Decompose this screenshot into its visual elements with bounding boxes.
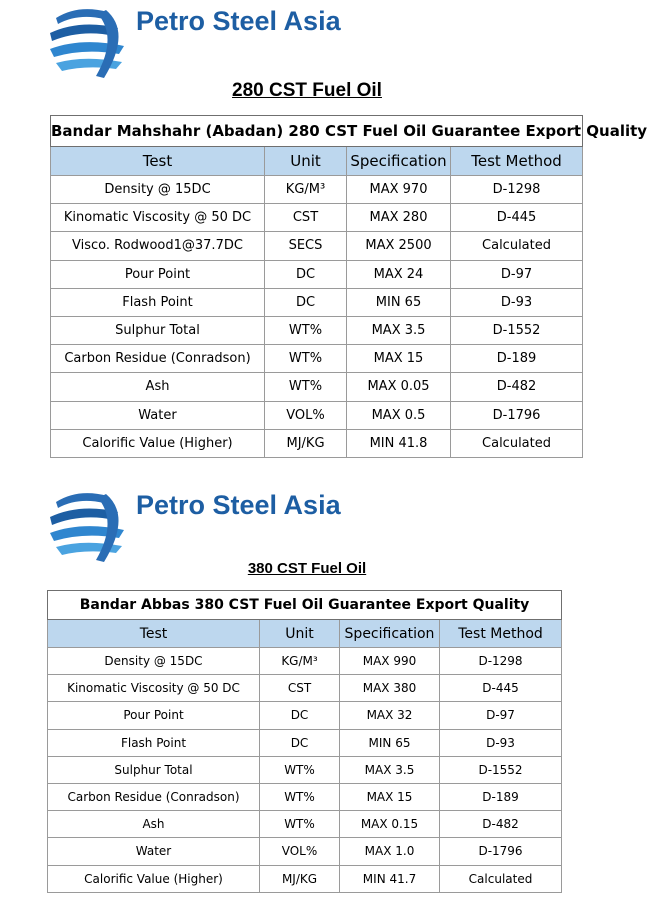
cell-test: Sulphur Total	[51, 316, 265, 344]
cell-test: Pour Point	[48, 702, 260, 729]
brand-header	[44, 2, 404, 82]
table-row	[48, 729, 562, 756]
brand-header	[44, 486, 404, 566]
col-header-specification: Specification	[347, 147, 451, 176]
cell-unit: DC	[265, 288, 347, 316]
cell-test-method: D-93	[440, 729, 562, 756]
table-row	[51, 260, 583, 288]
cell-test: Pour Point	[51, 260, 265, 288]
cell-unit: WT%	[260, 811, 340, 838]
cell-specification: MAX 380	[340, 675, 440, 702]
cell-test-method: D-1552	[440, 756, 562, 783]
cell-unit: SECS	[265, 232, 347, 260]
table-row	[51, 373, 583, 401]
cell-unit: VOL%	[265, 401, 347, 429]
cell-test-method: D-445	[440, 675, 562, 702]
cell-unit: KG/M³	[260, 648, 340, 675]
col-header-test-method: Test Method	[440, 620, 562, 648]
cell-unit: WT%	[265, 316, 347, 344]
section-title: 280 CST Fuel Oil	[232, 80, 382, 101]
spec-table-280	[50, 115, 647, 458]
cell-specification: MAX 990	[340, 648, 440, 675]
cell-test-method: D-1796	[440, 838, 562, 865]
cell-test: Density @ 15DC	[51, 176, 265, 204]
cell-unit: WT%	[260, 783, 340, 810]
cell-unit: DC	[260, 702, 340, 729]
table-row	[51, 204, 583, 232]
cell-test-method: D-97	[440, 702, 562, 729]
cell-test-method: D-482	[451, 373, 583, 401]
cell-test-method: D-1796	[451, 401, 583, 429]
cell-test-method: D-1552	[451, 316, 583, 344]
cell-specification: MAX 24	[347, 260, 451, 288]
cell-unit: DC	[265, 260, 347, 288]
cell-specification: MIN 41.7	[340, 865, 440, 892]
table-row	[48, 702, 562, 729]
cell-test-method: D-93	[451, 288, 583, 316]
cell-test-method: Calculated	[451, 429, 583, 457]
table-row	[51, 401, 583, 429]
table-row	[51, 429, 583, 457]
cell-specification: MAX 15	[340, 783, 440, 810]
cell-test: Calorific Value (Higher)	[48, 865, 260, 892]
cell-test: Flash Point	[51, 288, 265, 316]
cell-test-method: D-1298	[451, 176, 583, 204]
cell-specification: MIN 65	[340, 729, 440, 756]
brand-name: Petro Steel Asia	[136, 6, 341, 36]
cell-test: Density @ 15DC	[48, 648, 260, 675]
cell-test-method: D-445	[451, 204, 583, 232]
cell-specification: MAX 32	[340, 702, 440, 729]
col-header-specification: Specification	[340, 620, 440, 648]
globe-swoosh-icon	[44, 486, 134, 566]
cell-specification: MAX 2500	[347, 232, 451, 260]
table-title: Bandar Abbas 380 CST Fuel Oil Guarantee Export Quality	[48, 591, 562, 620]
cell-unit: MJ/KG	[265, 429, 347, 457]
cell-test: Kinomatic Viscosity @ 50 DC	[48, 675, 260, 702]
cell-test-method: D-97	[451, 260, 583, 288]
cell-specification: MAX 3.5	[340, 756, 440, 783]
cell-specification: MAX 0.5	[347, 401, 451, 429]
cell-test: Water	[48, 838, 260, 865]
cell-unit: WT%	[265, 345, 347, 373]
column-header-row	[48, 620, 562, 648]
cell-specification: MAX 280	[347, 204, 451, 232]
cell-unit: KG/M³	[265, 176, 347, 204]
table-row	[51, 345, 583, 373]
cell-test: Visco. Rodwood1@37.7DC	[51, 232, 265, 260]
col-header-test: Test	[51, 147, 265, 176]
col-header-unit: Unit	[260, 620, 340, 648]
cell-specification: MAX 15	[347, 345, 451, 373]
table-row	[51, 316, 583, 344]
cell-test: Calorific Value (Higher)	[51, 429, 265, 457]
cell-test: Carbon Residue (Conradson)	[51, 345, 265, 373]
col-header-test: Test	[48, 620, 260, 648]
globe-swoosh-icon	[44, 2, 134, 82]
cell-test: Flash Point	[48, 729, 260, 756]
table-row	[51, 176, 583, 204]
cell-specification: MAX 0.05	[347, 373, 451, 401]
cell-unit: VOL%	[260, 838, 340, 865]
table-row	[48, 648, 562, 675]
cell-test-method: D-189	[451, 345, 583, 373]
cell-specification: MAX 3.5	[347, 316, 451, 344]
cell-unit: MJ/KG	[260, 865, 340, 892]
spec-table-380	[47, 590, 562, 893]
column-header-row	[51, 147, 583, 176]
cell-specification: MIN 41.8	[347, 429, 451, 457]
brand-name: Petro Steel Asia	[136, 490, 341, 520]
cell-unit: CST	[260, 675, 340, 702]
cell-specification: MAX 1.0	[340, 838, 440, 865]
col-header-unit: Unit	[265, 147, 347, 176]
cell-test-method: D-189	[440, 783, 562, 810]
table-row	[48, 675, 562, 702]
cell-test: Sulphur Total	[48, 756, 260, 783]
table-row	[48, 756, 562, 783]
cell-test: Carbon Residue (Conradson)	[48, 783, 260, 810]
table-row	[51, 288, 583, 316]
cell-test-method: Calculated	[451, 232, 583, 260]
table-title: Bandar Mahshahr (Abadan) 280 CST Fuel Oil Guarantee Export Quality	[51, 116, 583, 147]
cell-test: Ash	[48, 811, 260, 838]
cell-unit: WT%	[260, 756, 340, 783]
cell-test-method: D-482	[440, 811, 562, 838]
cell-test-method: Calculated	[440, 865, 562, 892]
cell-test-method: D-1298	[440, 648, 562, 675]
cell-specification: MAX 0.15	[340, 811, 440, 838]
cell-unit: WT%	[265, 373, 347, 401]
cell-specification: MAX 970	[347, 176, 451, 204]
table-row	[48, 783, 562, 810]
table-row	[48, 811, 562, 838]
table-row	[48, 838, 562, 865]
cell-unit: CST	[265, 204, 347, 232]
table-row	[48, 865, 562, 892]
col-header-test-method: Test Method	[451, 147, 583, 176]
cell-specification: MIN 65	[347, 288, 451, 316]
cell-test: Ash	[51, 373, 265, 401]
table-row	[51, 232, 583, 260]
cell-unit: DC	[260, 729, 340, 756]
cell-test: Water	[51, 401, 265, 429]
cell-test: Kinomatic Viscosity @ 50 DC	[51, 204, 265, 232]
section-title: 380 CST Fuel Oil	[247, 560, 367, 577]
